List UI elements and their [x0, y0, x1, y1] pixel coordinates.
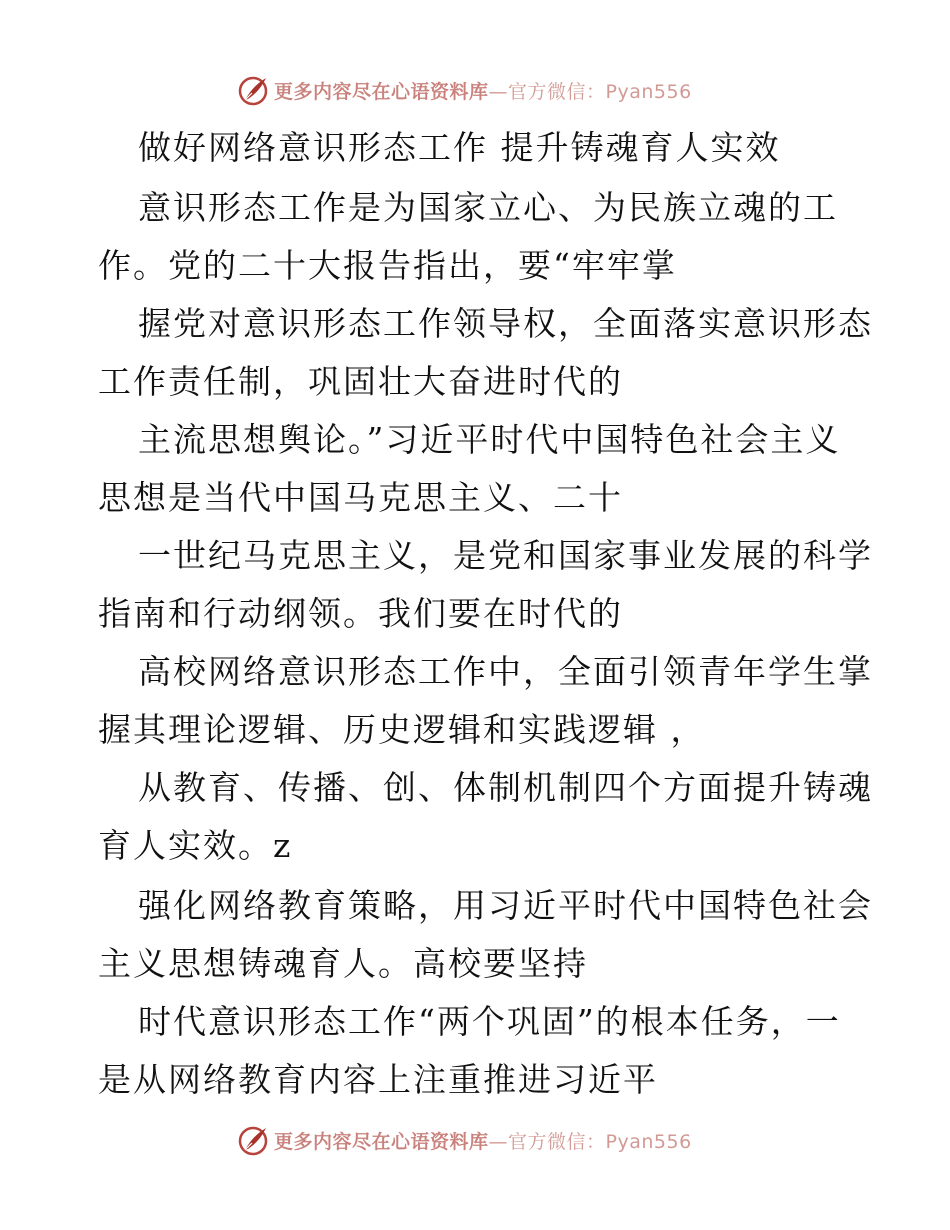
paragraph-line: 强化网络教育策略，用习近平时代中国特色社会: [138, 886, 873, 925]
watermark-brand: 更多内容尽在心语资料库: [274, 80, 489, 103]
header-watermark: [236, 72, 692, 108]
paragraph-line: 主义思想铸魂育人。高校要坚持: [98, 944, 588, 983]
paragraph-line: 指南和行动纲领。我们要在时代的: [98, 594, 623, 633]
paragraph-line: 育人实效。z: [98, 826, 293, 865]
footer-watermark: [236, 1122, 692, 1158]
watermark-contact: —官方微信：Pyan556: [488, 1130, 692, 1153]
document-title: 做好网络意识形态工作 提升铸魂育人实效: [138, 128, 781, 167]
paragraph-line: 是从网络教育内容上注重推进习近平: [98, 1060, 658, 1099]
watermark-contact: —官方微信：Pyan556: [488, 80, 692, 103]
paragraph-line: 主流思想舆论。”习近平时代中国特色社会主义: [138, 420, 841, 459]
paragraph-line: 意识形态工作是为国家立心、为民族立魂的工: [138, 188, 838, 227]
feather-pen-icon: [236, 1123, 270, 1157]
watermark-brand: 更多内容尽在心语资料库: [274, 1130, 489, 1153]
paragraph-line: 工作责任制，巩固壮大奋进时代的: [98, 362, 623, 401]
paragraph-line: 握其理论逻辑、历史逻辑和实践逻辑 ，: [98, 710, 706, 749]
paragraph-line: 一世纪马克思主义，是党和国家事业发展的科学: [138, 536, 873, 575]
paragraph-line: 作。党的二十大报告指出，要“牢牢掌: [98, 246, 677, 285]
paragraph-line: 时代意识形态工作“两个巩固”的根本任务，一: [138, 1002, 841, 1041]
paragraph-line: 思想是当代中国马克思主义、二十: [98, 478, 623, 517]
feather-pen-icon: [236, 73, 270, 107]
paragraph-line: 高校网络意识形态工作中，全面引领青年学生掌: [138, 652, 873, 691]
paragraph-line: 握党对意识形态工作领导权，全面落实意识形态: [138, 304, 873, 343]
paragraph-line: 从教育、传播、创、体制机制四个方面提升铸魂: [138, 768, 873, 807]
